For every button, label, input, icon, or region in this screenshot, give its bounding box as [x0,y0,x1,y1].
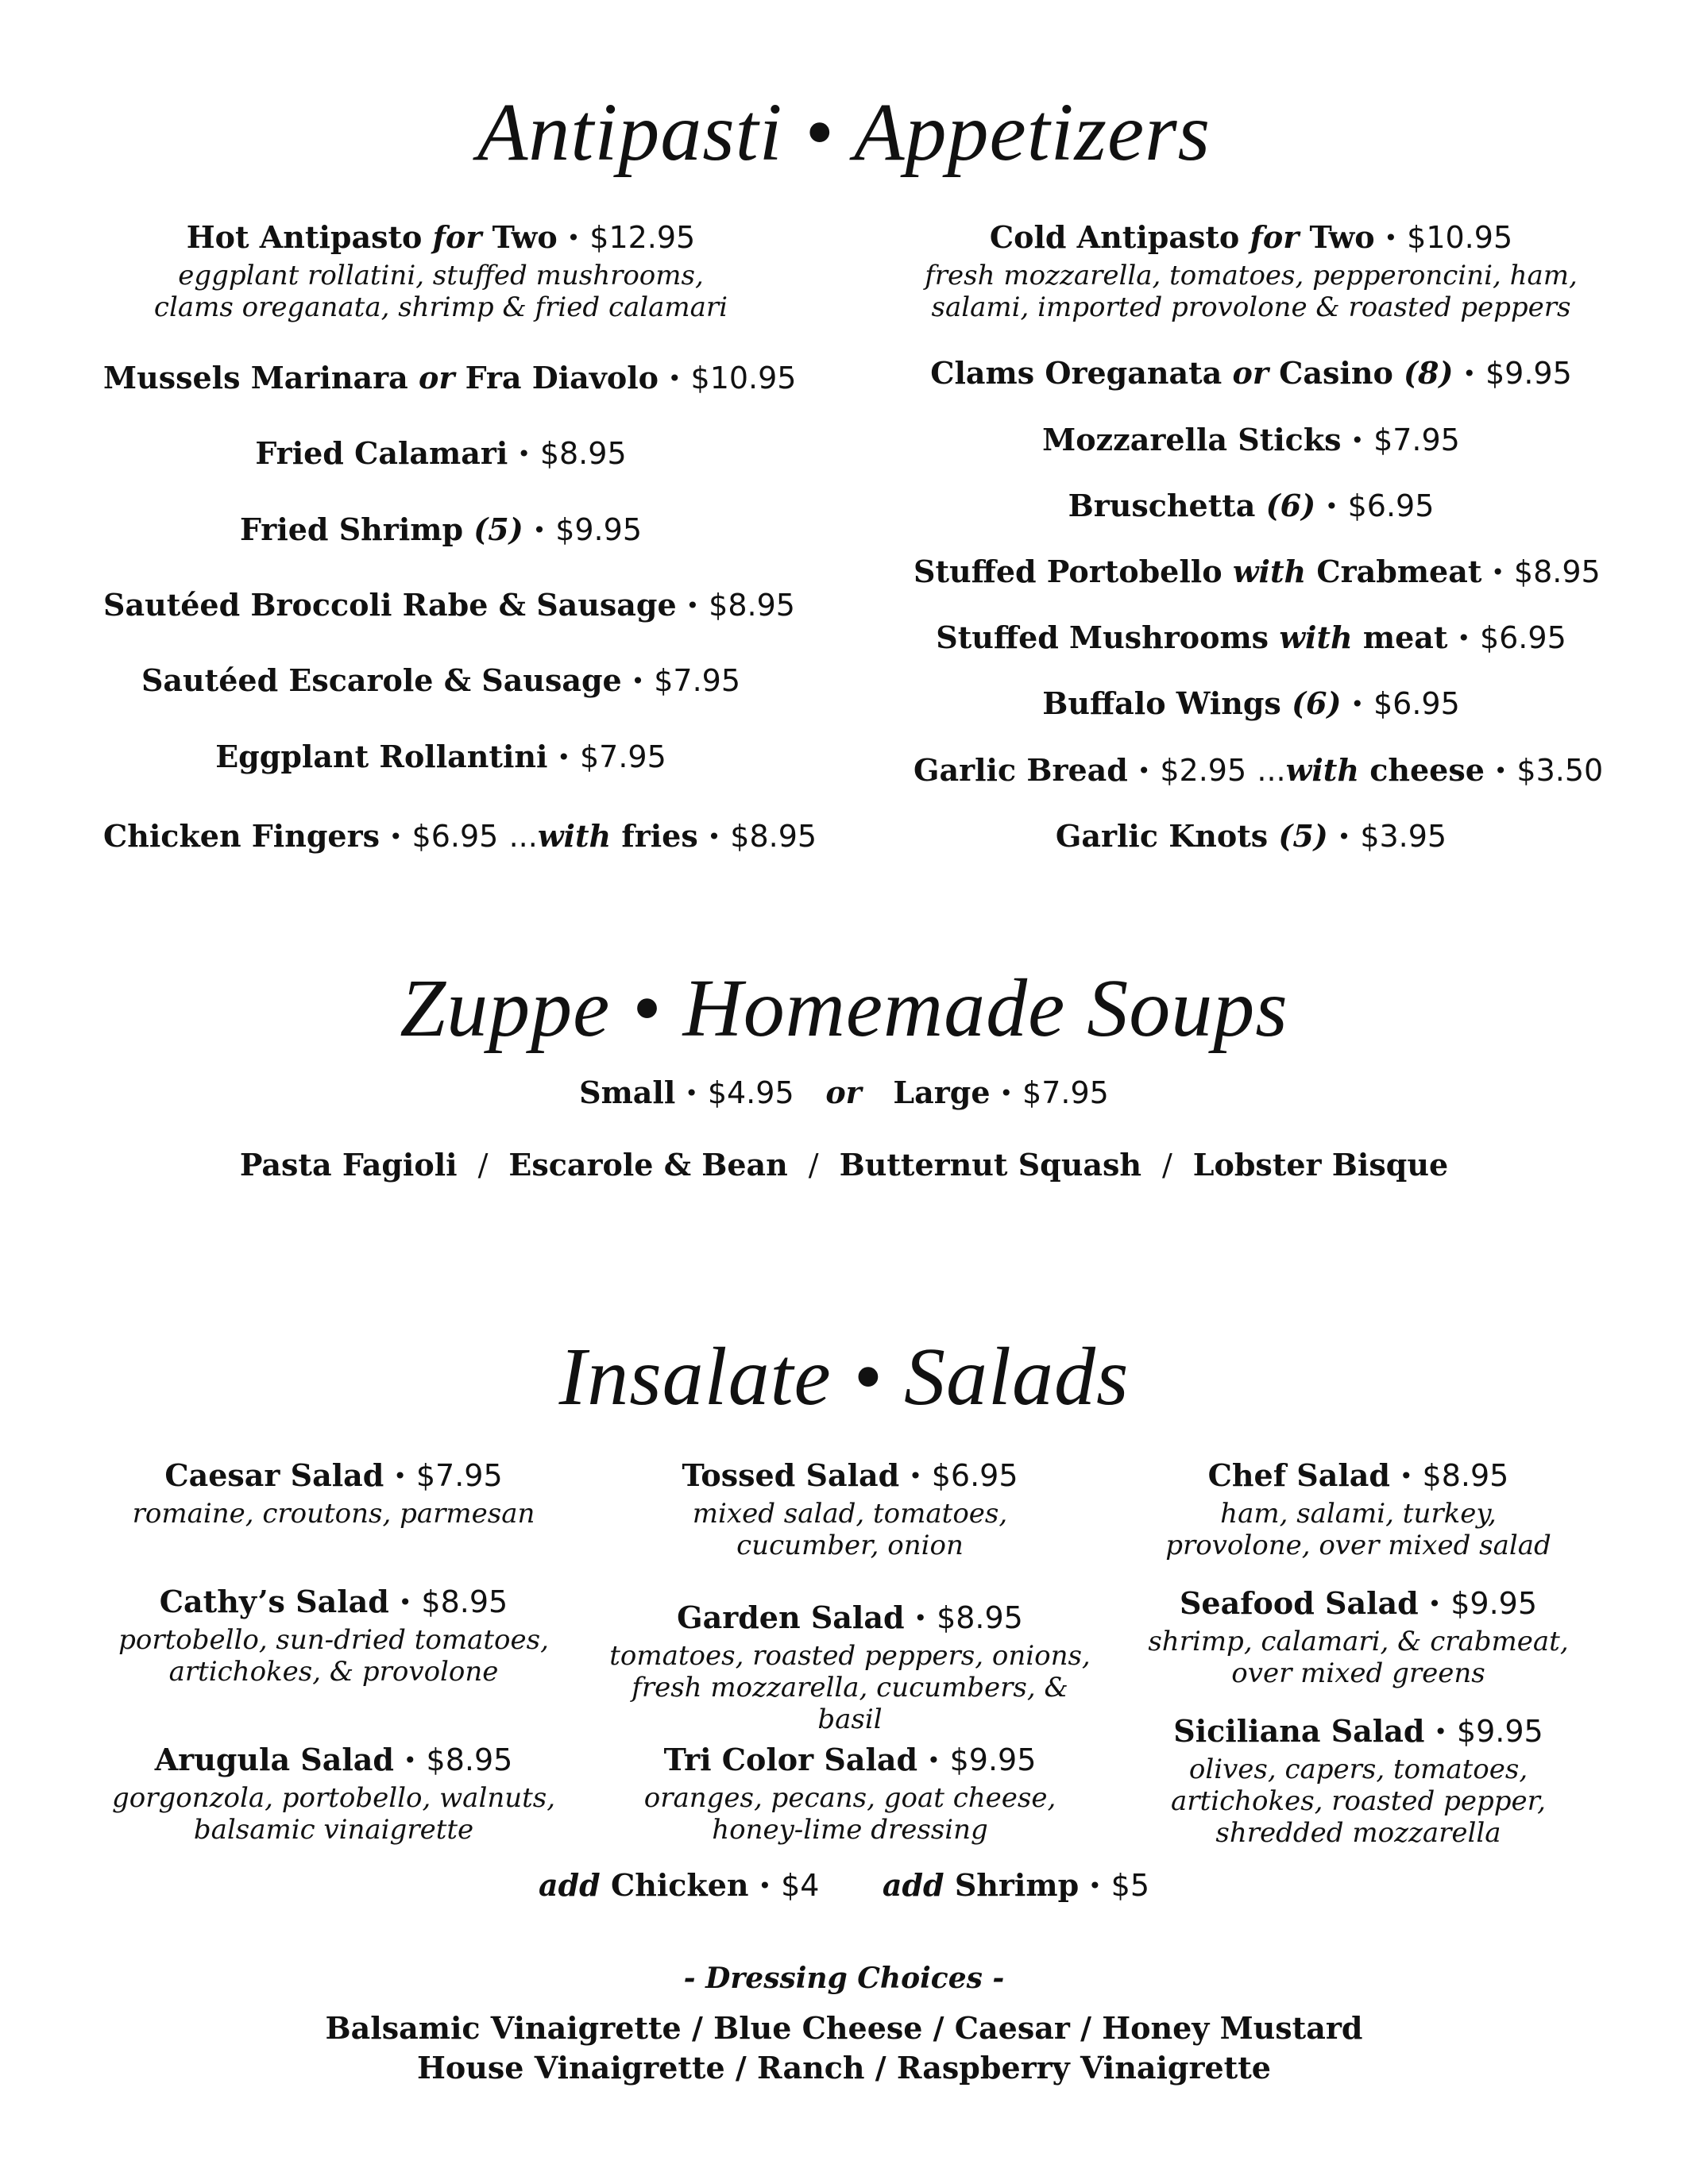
soup-sizes: Small • $4.95 or Large • $7.95 [579,1075,1109,1110]
dressing-list-line-2: House Vinaigrette / Ranch / Raspberry Vinaigrette [417,2050,1271,2086]
salad-item-siciliana: Siciliana Salad • $9.95 olives, capers, tomatoes, artichokes, roasted pepper, shredded mozzarella [1171,1713,1546,1849]
menu-item-mussels: Mussels Marinara or Fra Diavolo • $10.95 [103,360,797,396]
menu-item-mozzarella-sticks: Mozzarella Sticks • $7.95 [1042,422,1460,457]
menu-item-garlic-knots: Garlic Knots (5) • $3.95 [1055,818,1447,854]
salad-item-seafood: Seafood Salad • $9.95 shrimp, calamari, & crabmeat, over mixed greens [1148,1585,1569,1689]
menu-item-eggplant-rollantini: Eggplant Rollantini • $7.95 [215,739,666,774]
menu-item-stuffed-mushrooms: Stuffed Mushrooms with meat • $6.95 [936,619,1566,655]
salads-right-column [1128,0,1589,1906]
salad-addons: add Chicken • $4 add Shrimp • $5 [538,1867,1150,1903]
salad-item-cathys: Cathy’s Salad • $8.95 portobello, sun-dried tomatoes, artichokes, & provolone [118,1584,549,1688]
salads-middle-column [604,0,1096,1906]
menu-item-buffalo-wings: Buffalo Wings (6) • $6.95 [1042,685,1460,721]
menu-item-broccoli-rabe: Sautéed Broccoli Rabe & Sausage • $8.95 [103,587,795,623]
salads-left-column [103,0,564,1906]
soup-item: Pasta Fagioli [239,1147,458,1183]
menu-item-clams: Clams Oreganata or Casino (8) • $9.95 [930,355,1572,391]
menu-item-bruschetta: Bruschetta (6) • $6.95 [1068,488,1435,523]
dressing-choices-title: - Dressing Choices - [683,1962,1005,1995]
soup-item: Escarole & Bean [508,1147,788,1183]
menu-item-stuffed-portobello: Stuffed Portobello with Crabmeat • $8.95 [914,554,1601,589]
soup-list: Pasta Fagioli / Escarole & Bean / Butternut Squash / Lobster Bisque [239,1147,1449,1183]
menu-item-fried-shrimp: Fried Shrimp (5) • $9.95 [239,511,642,547]
soup-item: Butternut Squash [839,1147,1141,1183]
salad-item-tossed: Tossed Salad • $6.95 mixed salad, tomatoes, cucumber, onion [682,1457,1018,1561]
salad-item-tri-color: Tri Color Salad • $9.95 oranges, pecans, goat cheese, honey-lime dressing [643,1742,1056,1846]
menu-item-fried-calamari: Fried Calamari • $8.95 [255,435,627,471]
soup-item: Lobster Bisque [1192,1147,1449,1183]
dressing-list-line-1: Balsamic Vinaigrette / Blue Cheese / Caesar / Honey Mustard [325,2010,1363,2046]
salad-item-arugula: Arugula Salad • $8.95 gorgonzola, portobello, walnuts, balsamic vinaigrette [111,1742,556,1846]
menu-item-hot-antipasto: Hot Antipasto for Two • $12.95 eggplant rollatini, stuffed mushrooms, clams oreganata, shrimp & fried calamari [153,219,728,323]
menu-item-cold-antipasto: Cold Antipasto for Two • $10.95 fresh mozzarella, tomatoes, pepperoncini, ham, salami, imported provolone & roasted peppers [925,219,1578,323]
insalate-heading: Insalate • Salads [558,1331,1130,1422]
salad-item-caesar: Caesar Salad • $7.95 romaine, croutons, parmesan [132,1457,535,1530]
zuppe-heading: Zuppe • Homemade Soups [400,963,1288,1054]
menu-item-garlic-bread: Garlic Bread • $2.95 ...with cheese • $3.50 [914,752,1604,788]
antipasti-heading: Antipasti • Appetizers [477,87,1211,178]
salad-item-garden: Garden Salad • $8.95 tomatoes, roasted peppers, onions, fresh mozzarella, cucumbers, & basil [609,1599,1091,1735]
menu-item-escarole-sausage: Sautéed Escarole & Sausage • $7.95 [141,662,741,698]
salad-item-chef: Chef Salad • $8.95 ham, salami, turkey, provolone, over mixed salad [1165,1457,1551,1561]
menu-item-chicken-fingers: Chicken Fingers • $6.95 ...with fries • $8.95 [103,818,817,854]
